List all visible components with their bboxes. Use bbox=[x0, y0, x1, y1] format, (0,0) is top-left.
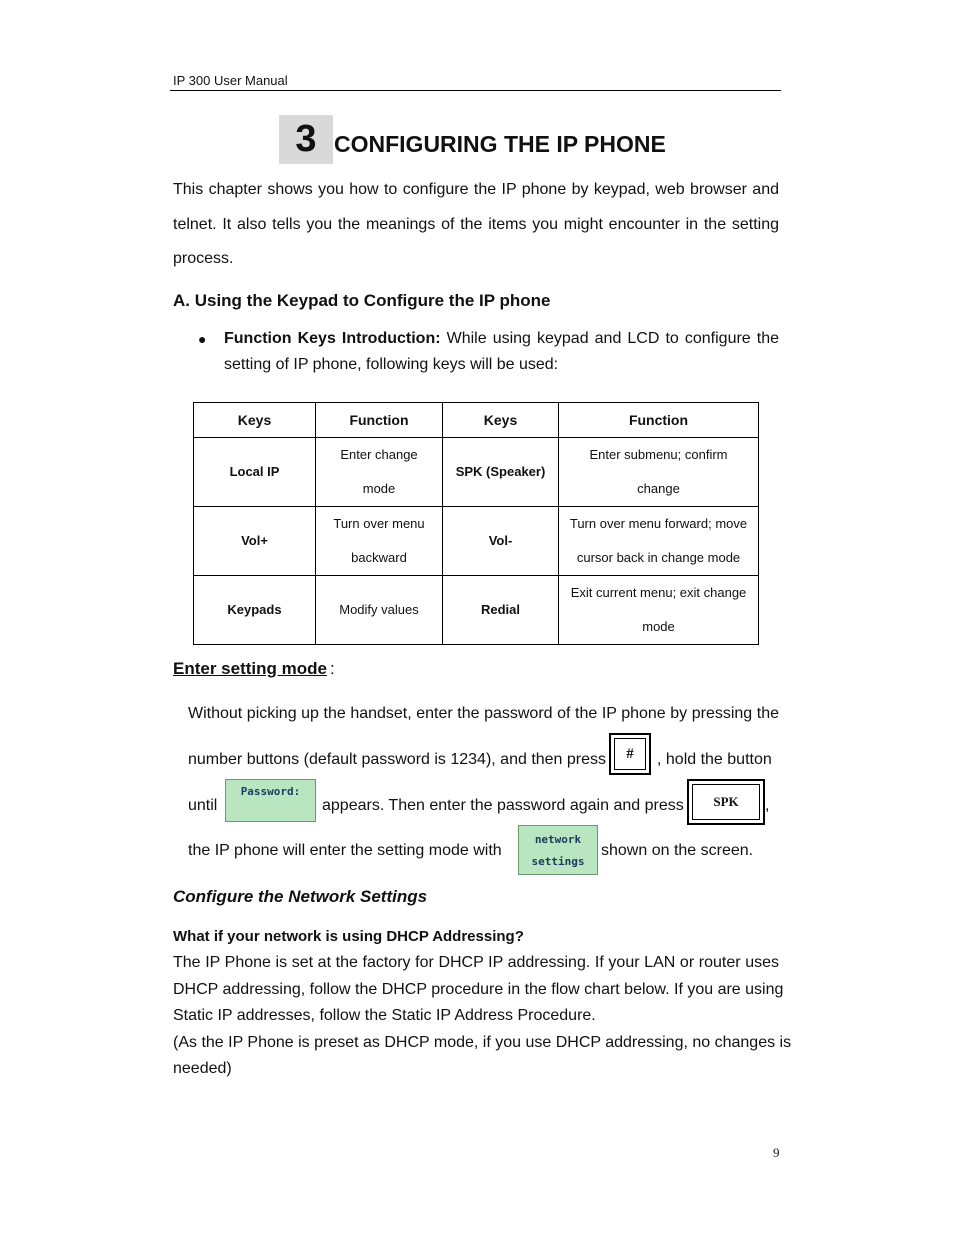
dhcp-para-2-line-2: needed) bbox=[173, 1060, 232, 1077]
table-cell-line: backward bbox=[351, 550, 407, 565]
network-settings-heading: Configure the Network Settings bbox=[173, 887, 428, 906]
bullet-bold-lead: Function Keys Introduction: bbox=[224, 330, 441, 347]
table-row bbox=[194, 507, 759, 576]
table-function-cell bbox=[559, 507, 759, 576]
setting-line-4a: the IP phone will enter the setting mode with bbox=[188, 842, 502, 859]
table-cell-line: mode bbox=[642, 619, 675, 634]
setting-line-3c: , bbox=[765, 797, 770, 814]
table-cell-line: cursor back in change mode bbox=[576, 550, 741, 565]
table-row bbox=[194, 438, 759, 507]
lcd-network-settings-display bbox=[518, 825, 598, 875]
table-function-cell bbox=[316, 576, 443, 645]
table-cell-line: mode bbox=[362, 481, 396, 496]
table-function-cell bbox=[316, 507, 443, 576]
table-cell-line: Vol+ bbox=[241, 533, 268, 548]
dhcp-para-2-line-1: (As the IP Phone is preset as DHCP mode, if you use DHCP addressing, no changes is bbox=[173, 1034, 792, 1051]
lcd-network-line-1: network bbox=[534, 833, 582, 846]
table-key-cell bbox=[194, 507, 316, 576]
table-cell-line: Redial bbox=[480, 602, 520, 617]
table-cell-line: Enter change bbox=[340, 447, 418, 462]
setting-line-2a: number buttons (default password is 1234), and then press bbox=[188, 751, 607, 768]
table-cell-line: Exit current menu; exit change bbox=[570, 585, 747, 600]
intro-line-3: process. bbox=[173, 250, 234, 267]
chapter-number: 3 bbox=[279, 115, 333, 164]
table-cell-line: Enter submenu; confirm bbox=[589, 447, 728, 462]
spk-key-icon: SPK bbox=[687, 779, 765, 825]
setting-line-3a: until bbox=[188, 797, 218, 814]
lcd-password-display: Password: bbox=[225, 779, 316, 822]
intro-line-2: telnet. It also tells you the meanings of the items you might encounter in the setting bbox=[173, 216, 779, 233]
table-cell-line: Vol- bbox=[488, 533, 513, 548]
bullet-line-2: setting of IP phone, following keys will be used: bbox=[224, 356, 559, 373]
table-key-cell bbox=[194, 438, 316, 507]
table-key-cell bbox=[443, 438, 559, 507]
table-cell-line: Local IP bbox=[229, 464, 280, 479]
hash-key-icon: # bbox=[609, 733, 651, 775]
chapter-title: CONFIGURING THE IP PHONE bbox=[334, 131, 666, 157]
table-header-cell: Function bbox=[559, 403, 759, 438]
bullet-line-1 bbox=[224, 330, 779, 348]
bullet-line-1-rest: While using keypad and LCD to configure the bbox=[440, 330, 779, 347]
dhcp-para-1-line-3: Static IP addresses, follow the Static IP Address Procedure. bbox=[173, 1007, 596, 1024]
table-key-cell bbox=[443, 507, 559, 576]
function-keys-table bbox=[193, 402, 759, 645]
section-a-heading: A. Using the Keypad to Configure the IP phone bbox=[173, 291, 551, 310]
setting-line-4b: shown on the screen. bbox=[601, 842, 754, 859]
table-row bbox=[194, 576, 759, 645]
header-rule bbox=[170, 90, 781, 91]
setting-line-1: Without picking up the handset, enter the password of the IP phone by pressing the bbox=[188, 705, 779, 722]
setting-line-2b: , hold the button bbox=[657, 751, 772, 768]
table-key-cell bbox=[194, 576, 316, 645]
dhcp-para-1-line-2: DHCP addressing, follow the DHCP procedure in the flow chart below. If you are using bbox=[173, 981, 784, 998]
page-number: 9 bbox=[773, 1145, 780, 1160]
table-function-cell bbox=[316, 438, 443, 507]
lcd-network-line-2: settings bbox=[531, 855, 585, 868]
dhcp-para-1-line-1: The IP Phone is set at the factory for DHCP IP addressing. If your LAN or router uses bbox=[173, 954, 779, 971]
table-key-cell bbox=[443, 576, 559, 645]
table-cell-line: Turn over menu forward; move bbox=[569, 516, 748, 531]
table-cell-line: change bbox=[637, 481, 680, 496]
enter-setting-heading: Enter setting mode bbox=[173, 659, 327, 678]
table-cell-line: Turn over menu bbox=[333, 516, 425, 531]
table-header-cell: Keys bbox=[194, 403, 316, 438]
table-header-cell: Function bbox=[316, 403, 443, 438]
table-function-cell bbox=[559, 438, 759, 507]
table-cell-line: Modify values bbox=[339, 602, 419, 617]
table-cell-line: Keypads bbox=[227, 602, 282, 617]
table-header-row bbox=[194, 403, 759, 438]
table-function-cell bbox=[559, 576, 759, 645]
enter-setting-colon: : bbox=[330, 659, 335, 678]
table-header-cell: Keys bbox=[443, 403, 559, 438]
dhcp-question: What if your network is using DHCP Addressing? bbox=[173, 928, 524, 945]
running-header: IP 300 User Manual bbox=[173, 73, 288, 88]
bullet-icon: ● bbox=[198, 331, 207, 347]
table-cell-line: SPK (Speaker) bbox=[455, 464, 546, 479]
setting-line-3b: appears. Then enter the password again and press bbox=[322, 797, 684, 814]
intro-line-1: This chapter shows you how to configure the IP phone by keypad, web browser and bbox=[173, 181, 779, 198]
